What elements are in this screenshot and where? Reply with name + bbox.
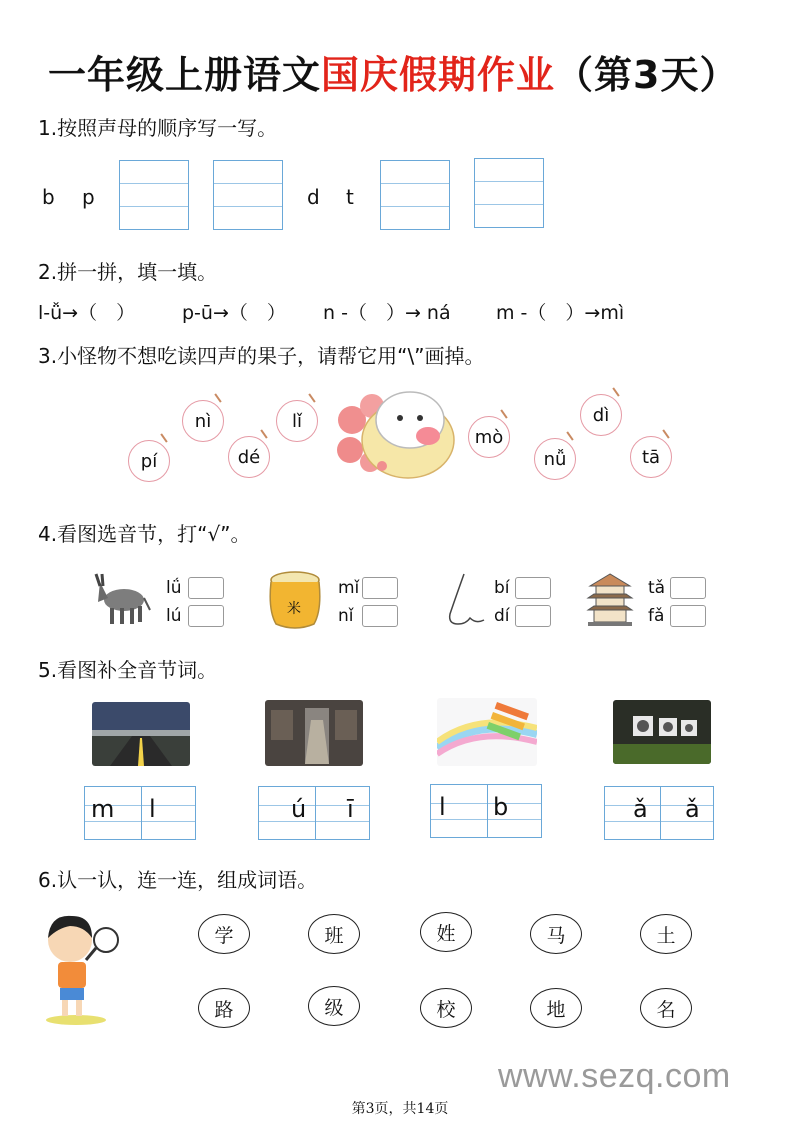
option-lu2: lú [166, 606, 182, 626]
checkbox-fa3[interactable] [670, 605, 706, 627]
pinyin-item-1[interactable]: l-ǚ→（ ） [38, 302, 136, 324]
word-box-4[interactable] [604, 786, 714, 840]
question-5-label: 5.看图补全音节词。 [38, 658, 218, 682]
question-4-label: 4.看图选音节，打“√”。 [38, 522, 251, 546]
letter-b: b [42, 185, 55, 209]
fruit-mo[interactable]: mò [468, 416, 510, 458]
char-ma[interactable]: 马 [530, 914, 582, 954]
word-box-1-right: l [149, 795, 156, 823]
option-ta3: tǎ [648, 578, 666, 598]
escalator-photo [265, 700, 363, 766]
char-xing[interactable]: 姓 [420, 912, 472, 952]
nose-picture [440, 572, 490, 628]
word-box-4-left: ǎ [633, 795, 648, 823]
title-black-part: 一年级上册语文 [48, 53, 322, 97]
word-box-4-right: ǎ [685, 795, 700, 823]
question-6-label: 6.认一认，连一连，组成词语。 [38, 868, 318, 892]
option-bi2: bí [494, 578, 510, 598]
watermark-text: www.sezq.com [498, 1057, 731, 1095]
fruit-nv[interactable]: nǚ [534, 438, 576, 480]
checkbox-lu2[interactable] [188, 605, 224, 627]
word-box-2-right: ī [347, 795, 354, 823]
fruit-ta[interactable]: tā [630, 436, 672, 478]
option-ni3: nǐ [338, 606, 354, 626]
char-di[interactable]: 地 [530, 988, 582, 1028]
pinyin-item-2[interactable]: p-ū→（ ） [182, 302, 286, 324]
page-title [48, 44, 738, 99]
word-box-3[interactable] [430, 784, 542, 838]
letter-p: p [82, 185, 95, 209]
word-box-3-right: b [493, 793, 509, 821]
checkbox-ni3[interactable] [362, 605, 398, 627]
rice-char: 米 [287, 601, 301, 617]
target-photo [613, 700, 711, 764]
char-xiao[interactable]: 校 [420, 988, 472, 1028]
title-red-part: 国庆假期作业 [321, 53, 556, 97]
word-box-3-left: l [439, 793, 446, 821]
letter-t: t [346, 185, 354, 209]
question-2-label: 2.拼一拼，填一填。 [38, 260, 218, 284]
write-box-2[interactable] [213, 160, 283, 230]
option-lv2: lǘ [166, 578, 182, 598]
checkbox-mi3[interactable] [362, 577, 398, 599]
char-ming[interactable]: 名 [640, 988, 692, 1028]
char-ji[interactable]: 级 [308, 986, 360, 1026]
question-1-label: 1.按照声母的顺序写一写。 [38, 116, 278, 140]
checkbox-bi2[interactable] [515, 577, 551, 599]
pinyin-item-3[interactable]: n -（ ）→ ná [323, 302, 451, 324]
fruit-de[interactable]: dé [228, 436, 270, 478]
checkbox-lv2[interactable] [188, 577, 224, 599]
char-ban[interactable]: 班 [308, 914, 360, 954]
page-footer: 第3页，共14页 [351, 1101, 449, 1117]
option-fa3: fǎ [648, 606, 665, 626]
char-xue[interactable]: 学 [198, 914, 250, 954]
pagoda-picture [584, 572, 636, 630]
question-3-label: 3.小怪物不想吃读四声的果子，请帮它用“\”画掉。 [38, 344, 485, 368]
word-box-2[interactable] [258, 786, 370, 840]
donkey-picture [90, 572, 152, 628]
fruit-pi[interactable]: pí [128, 440, 170, 482]
chalk-photo [437, 698, 537, 766]
char-tu[interactable]: 土 [640, 914, 692, 954]
fruit-li[interactable]: lǐ [276, 400, 318, 442]
write-box-3[interactable] [380, 160, 450, 230]
title-tail-part: （第3天） [555, 53, 739, 97]
option-mi3: mǐ [338, 578, 360, 598]
boy-with-magnifier-illustration [40, 910, 126, 1026]
road-photo [92, 702, 190, 766]
option-di2: dí [494, 606, 510, 626]
checkbox-ta3[interactable] [670, 577, 706, 599]
fruit-di[interactable]: dì [580, 394, 622, 436]
monster-illustration [330, 380, 460, 490]
checkbox-di2[interactable] [515, 605, 551, 627]
word-box-1-left: m [91, 795, 115, 823]
word-box-1[interactable] [84, 786, 196, 840]
word-box-2-left: ú [291, 795, 307, 823]
letter-d: d [307, 185, 320, 209]
char-lu[interactable]: 路 [198, 988, 250, 1028]
write-box-1[interactable] [119, 160, 189, 230]
pinyin-item-4[interactable]: m -（ ）→mì [496, 302, 625, 324]
fruit-ni[interactable]: nì [182, 400, 224, 442]
write-box-4[interactable] [474, 158, 544, 228]
